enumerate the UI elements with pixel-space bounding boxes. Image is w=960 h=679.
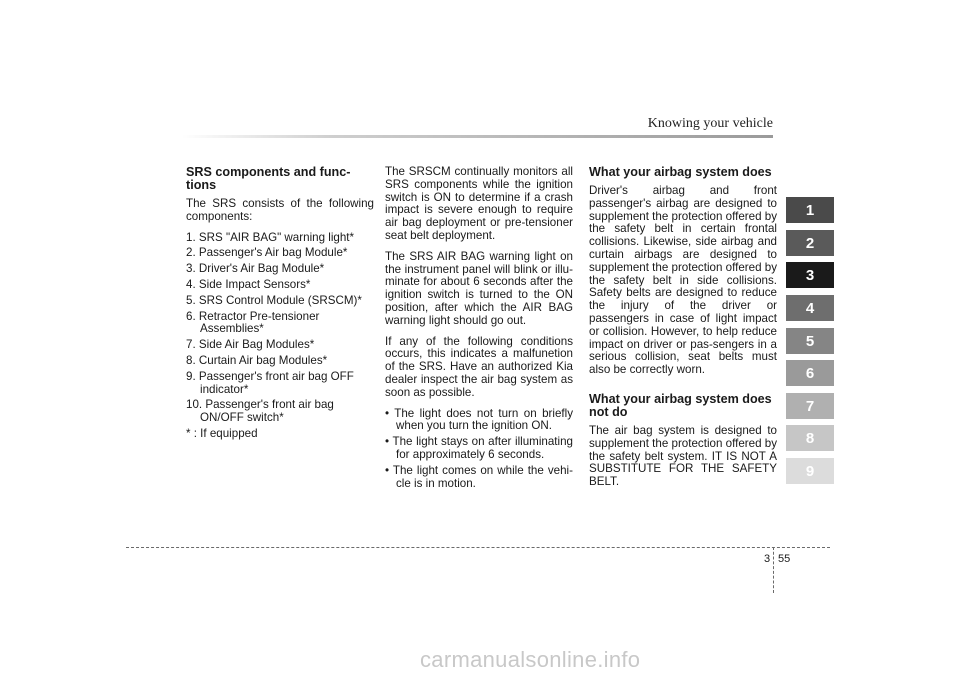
chapter-tab-6[interactable]: 6	[786, 360, 834, 386]
list-item: • The light comes on while the vehi-cle is in motion.	[385, 463, 573, 490]
list-item: 2. Passenger's Air bag Module*	[186, 246, 348, 260]
chapter-tab-3[interactable]: 3	[786, 262, 834, 288]
column-srscm	[385, 166, 573, 493]
footer-rule	[126, 547, 830, 548]
header-rule	[182, 135, 773, 138]
list-item: 5. SRS Control Module (SRSCM)*	[186, 293, 362, 307]
components-list	[186, 232, 374, 425]
list-item: 4. Side Impact Sensors*	[186, 277, 311, 291]
warning-light-paragraph: The SRS AIR BAG warning light on the instrument panel will blink or illu-minate for about 6 seconds after the ignition switch is turned to the ON position, after which the AIR BAG warning light should go out.	[385, 249, 573, 327]
section-title: Knowing your vehicle	[647, 116, 773, 131]
chapter-tab-2[interactable]: 2	[786, 230, 834, 256]
malfunction-conditions	[385, 408, 573, 491]
chapter-number: 3	[764, 553, 771, 565]
footer-divider	[773, 547, 774, 593]
malfunction-paragraph: If any of the following conditions occurs, this indicates a malfunetion of the SRS. Have an authorized Kia dealer inspect the air bag system as soon as possible.	[385, 334, 573, 399]
chapter-tab-4[interactable]: 4	[786, 295, 834, 321]
heading-what-airbag-does: What your airbag system does	[589, 165, 772, 179]
list-item: • The light stays on after illuminating for approximately 6 seconds.	[385, 435, 573, 461]
column-airbag-system	[589, 166, 777, 497]
page-number: 55	[778, 553, 791, 565]
list-item: 9. Passenger's front air bag OFF indicator*	[186, 369, 354, 396]
chapter-tab-7[interactable]: 7	[786, 393, 834, 419]
watermark: carmanualsonline.info	[420, 647, 641, 672]
airbag-does-not-do-paragraph: The air bag system is designed to supplement the protection offered by the safety belt system. IT IS NOT A SUBSTITUTE FOR THE SAFETY BELT.	[589, 423, 777, 489]
chapter-tab-9[interactable]: 9	[786, 458, 834, 484]
heading-srs-components: SRS components and func-tions	[186, 165, 351, 192]
airbag-does-paragraph: Driver's airbag and front passenger's airbag are designed to supplement the protection offered by the safety belt in certain frontal collisions. Likewise, side airbag and curtain airbags are designed to supplement the protection offered by the safety belt in side collisions. Safety belts are designed to reduce the injury of the driver or passengers in case of light impact or collision. However, to help reduce impact on driver or pas-sengers in a serious collision, seat belts must also be correctly worn.	[589, 184, 777, 377]
list-item: • The light does not turn on briefly when you turn the ignition ON.	[385, 406, 573, 433]
equipped-note: * : If equipped	[186, 426, 258, 440]
heading-what-airbag-does-not-do: What your airbag system does not do	[589, 391, 772, 419]
list-item: 10. Passenger's front air bag ON/OFF switch*	[186, 398, 334, 425]
list-item: 7. Side Air Bag Modules*	[186, 338, 315, 352]
srscm-paragraph: The SRSCM continually monitors all SRS components while the ignition switch is ON to determine if a crash impact is severe enough to require air bag deployment or pre-tensioner seat belt deployment.	[385, 165, 573, 242]
srs-intro: The SRS consists of the following components:	[186, 197, 374, 223]
list-item: 6. Retractor Pre-tensioner Assemblies*	[186, 309, 320, 336]
chapter-tab-1[interactable]: 1	[786, 197, 834, 223]
chapter-tab-5[interactable]: 5	[786, 328, 834, 354]
column-srs-components	[186, 166, 374, 449]
chapter-tab-8[interactable]: 8	[786, 425, 834, 451]
list-item: 8. Curtain Air bag Modules*	[186, 353, 328, 367]
list-item: 3. Driver's Air Bag Module*	[186, 262, 325, 276]
list-item: 1. SRS "AIR BAG" warning light*	[186, 230, 355, 244]
